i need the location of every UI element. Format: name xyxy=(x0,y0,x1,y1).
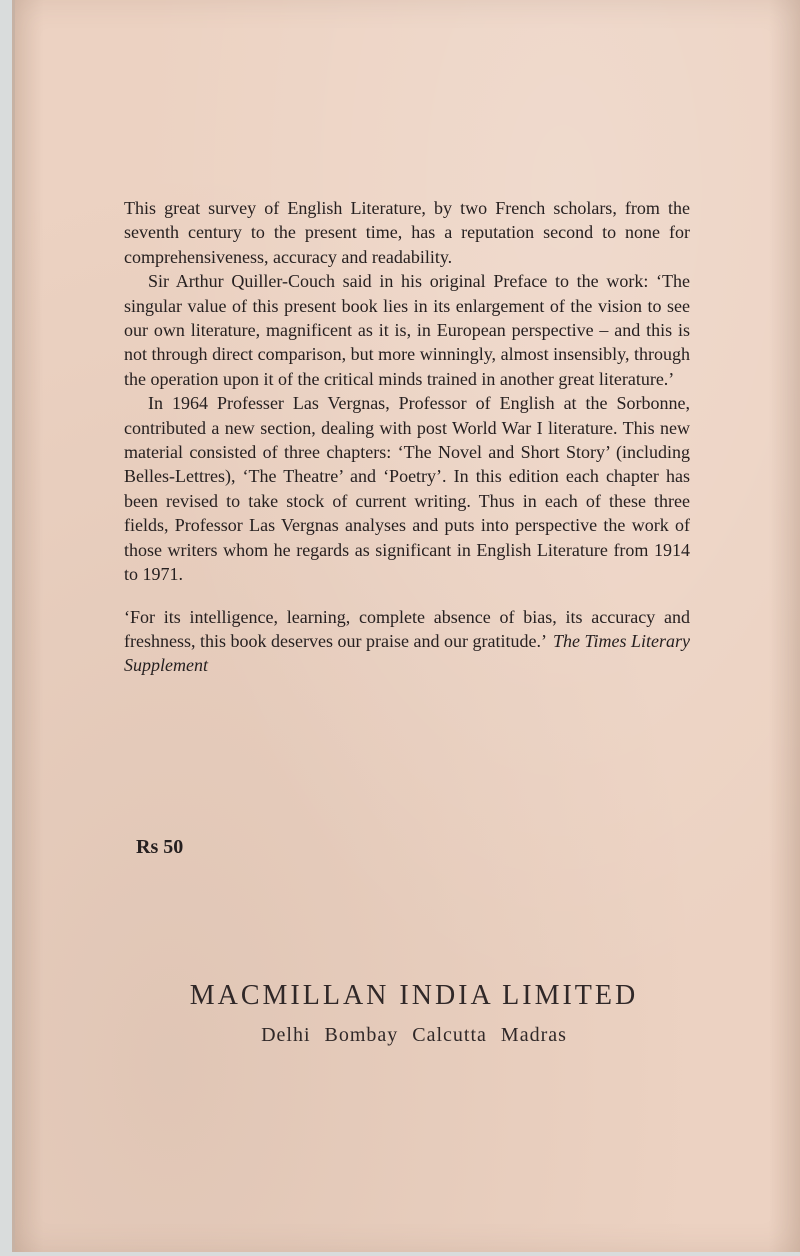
publisher-block xyxy=(124,980,704,1047)
review-quote: ‘For its intelligence, learning, complete absence of bias, its accuracy and freshness, this book deserves our praise and our gratitude.’ xyxy=(124,606,690,651)
publisher-cities: Delhi Bombay Calcutta Madras xyxy=(261,1024,567,1046)
review-quote-block xyxy=(124,605,690,678)
publisher-name: MACMILLAN INDIA LIMITED xyxy=(189,980,639,1011)
cover-edge xyxy=(12,0,15,1252)
review-source: The Times Literary Supplement xyxy=(124,630,691,676)
description-paragraph-3: In 1964 Professer Las Vergnas, Professor of English at the Sorbonne, contributed a new section, dealing with post World War I literature. This new material consisted of three chapters: ‘The Novel and Short Story’ (including Belles-Lettres), ‘The Theatre’ and ‘Poetry’. In this edition each chapter has been revised to take stock of current writing. Thus in each of these three fields, Professor Las Vergnas analyses and puts into perspective the work of those writers whom he regards as significant in English Literature from 1914 to 1971. xyxy=(124,393,690,585)
price-label: Rs 50 xyxy=(136,836,184,858)
blurb-text xyxy=(124,196,690,678)
description-paragraph-1: This great survey of English Literature, by two French scholars, from the seventh century to the present time, has a reputation second to none for comprehensiveness, accuracy and readability. xyxy=(124,198,690,267)
description-paragraph-2: Sir Arthur Quiller-Couch said in his original Preface to the work: ‘The singular value of this present book lies in its enlargement of the vision to see our own literature, magnificent as it is, in European perspective – and this is not through direct comparison, but more winningly, almost insensibly, through the operation upon it of the critical minds trained in another great literature.’ xyxy=(124,271,690,389)
